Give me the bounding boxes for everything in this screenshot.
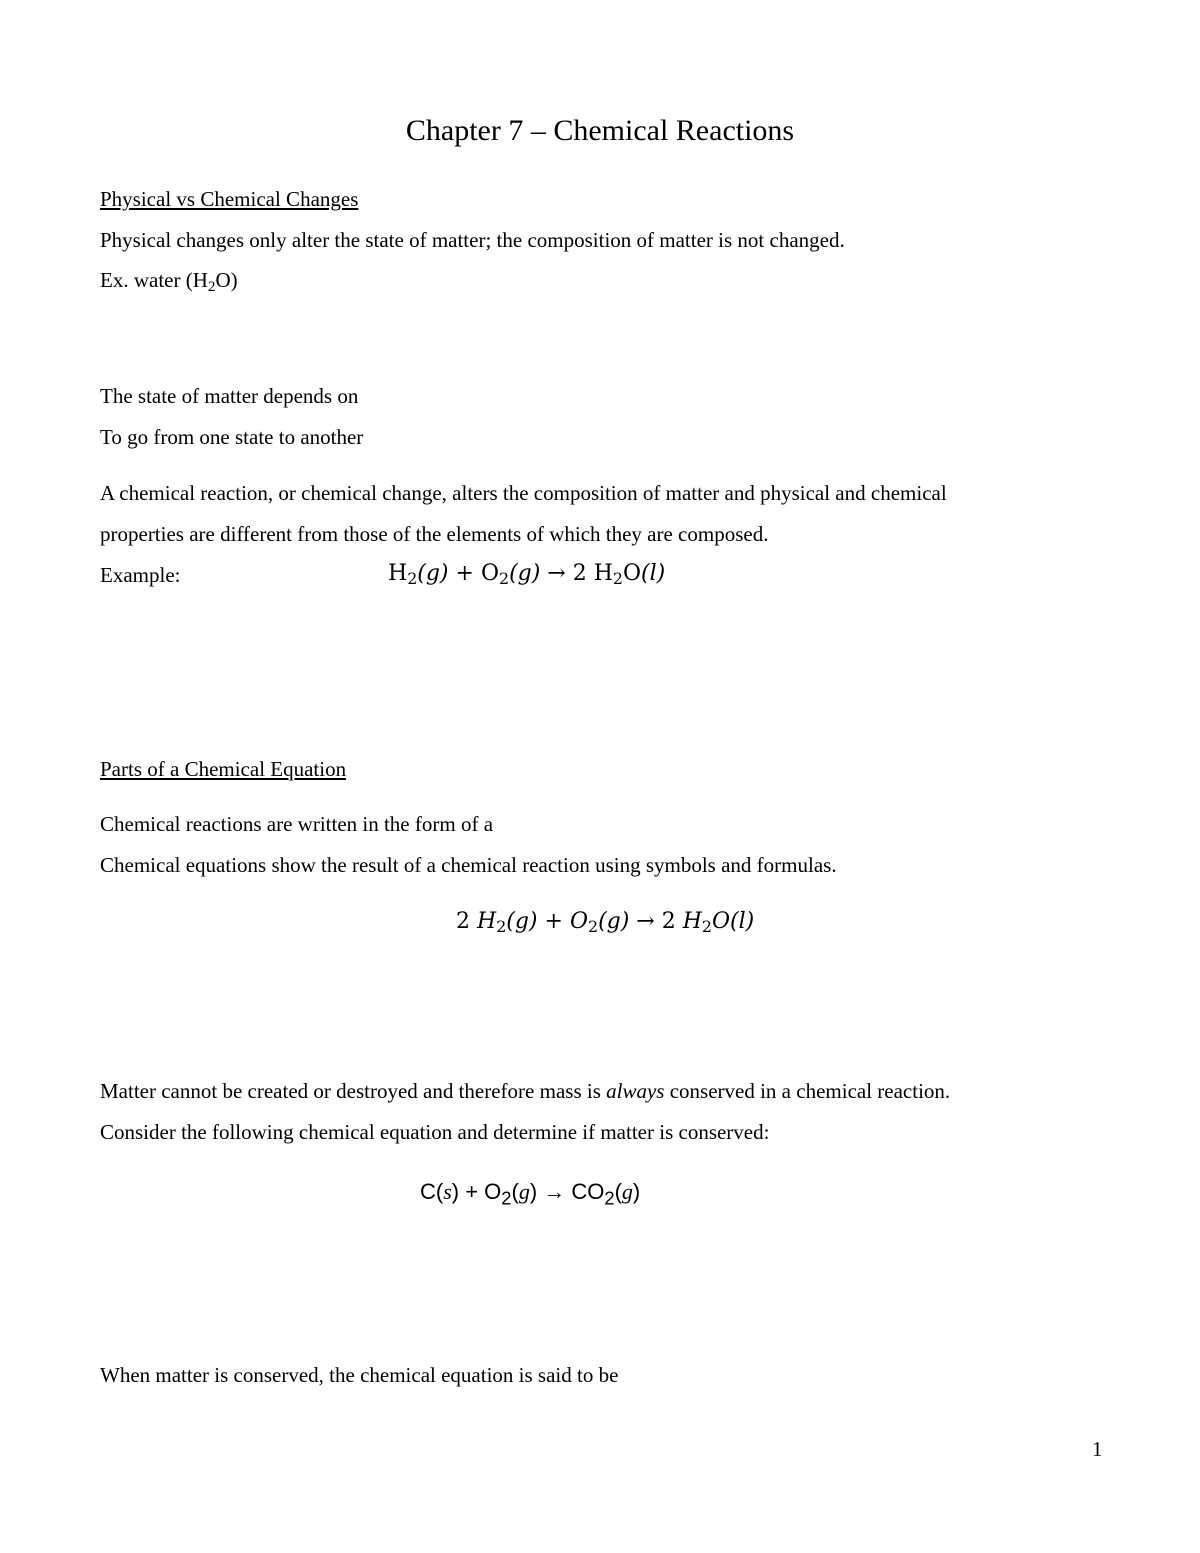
section-heading-physical-vs-chemical: Physical vs Chemical Changes	[100, 187, 359, 211]
consider-text: Consider the following chemical equation and determine if matter is conserved:	[100, 1120, 770, 1144]
chemical-reaction-para-line1: A chemical reaction, or chemical change, alters the composition of matter and physical and chemical	[100, 481, 947, 505]
physical-changes-text: Physical changes only alter the state of matter; the composition of matter is not changed.	[100, 228, 845, 252]
form-text: Chemical reactions are written in the form of a	[100, 812, 494, 836]
equation-carbon-combustion: $C(s) + O_2(g) \to CO_2(g)$	[420, 1179, 641, 1209]
equation-water-formation-2: 2 $H_2(g) + O_2(g) \to 2$ $H_2O(l)$	[456, 909, 755, 936]
state-change-text: To go from one state to another	[100, 425, 364, 449]
page-number: 1	[1092, 1437, 1103, 1461]
conservation-text: Matter cannot be created or destroyed and therefore mass is always conserved in a chemical reaction.	[100, 1079, 951, 1103]
water-example: Ex. water $(H_2O)$	[100, 268, 238, 295]
equation-water-formation-1: $H_2(g) + O_2(g) \to 2$ $H_2O(l)$	[388, 561, 666, 588]
state-depends-text: The state of matter depends on	[100, 384, 359, 408]
page-title: Chapter 7 – Chemical Reactions	[405, 114, 795, 147]
section-heading-parts-of-equation: Parts of a Chemical Equation	[100, 757, 347, 781]
example-label: Example:	[100, 563, 181, 587]
equations-show-text: Chemical equations show the result of a chemical reaction using symbols and formulas.	[100, 853, 837, 877]
balanced-text: When matter is conserved, the chemical equation is said to be	[100, 1363, 619, 1387]
chemical-reaction-para-line2: properties are different from those of the elements of which they are composed.	[100, 522, 769, 546]
